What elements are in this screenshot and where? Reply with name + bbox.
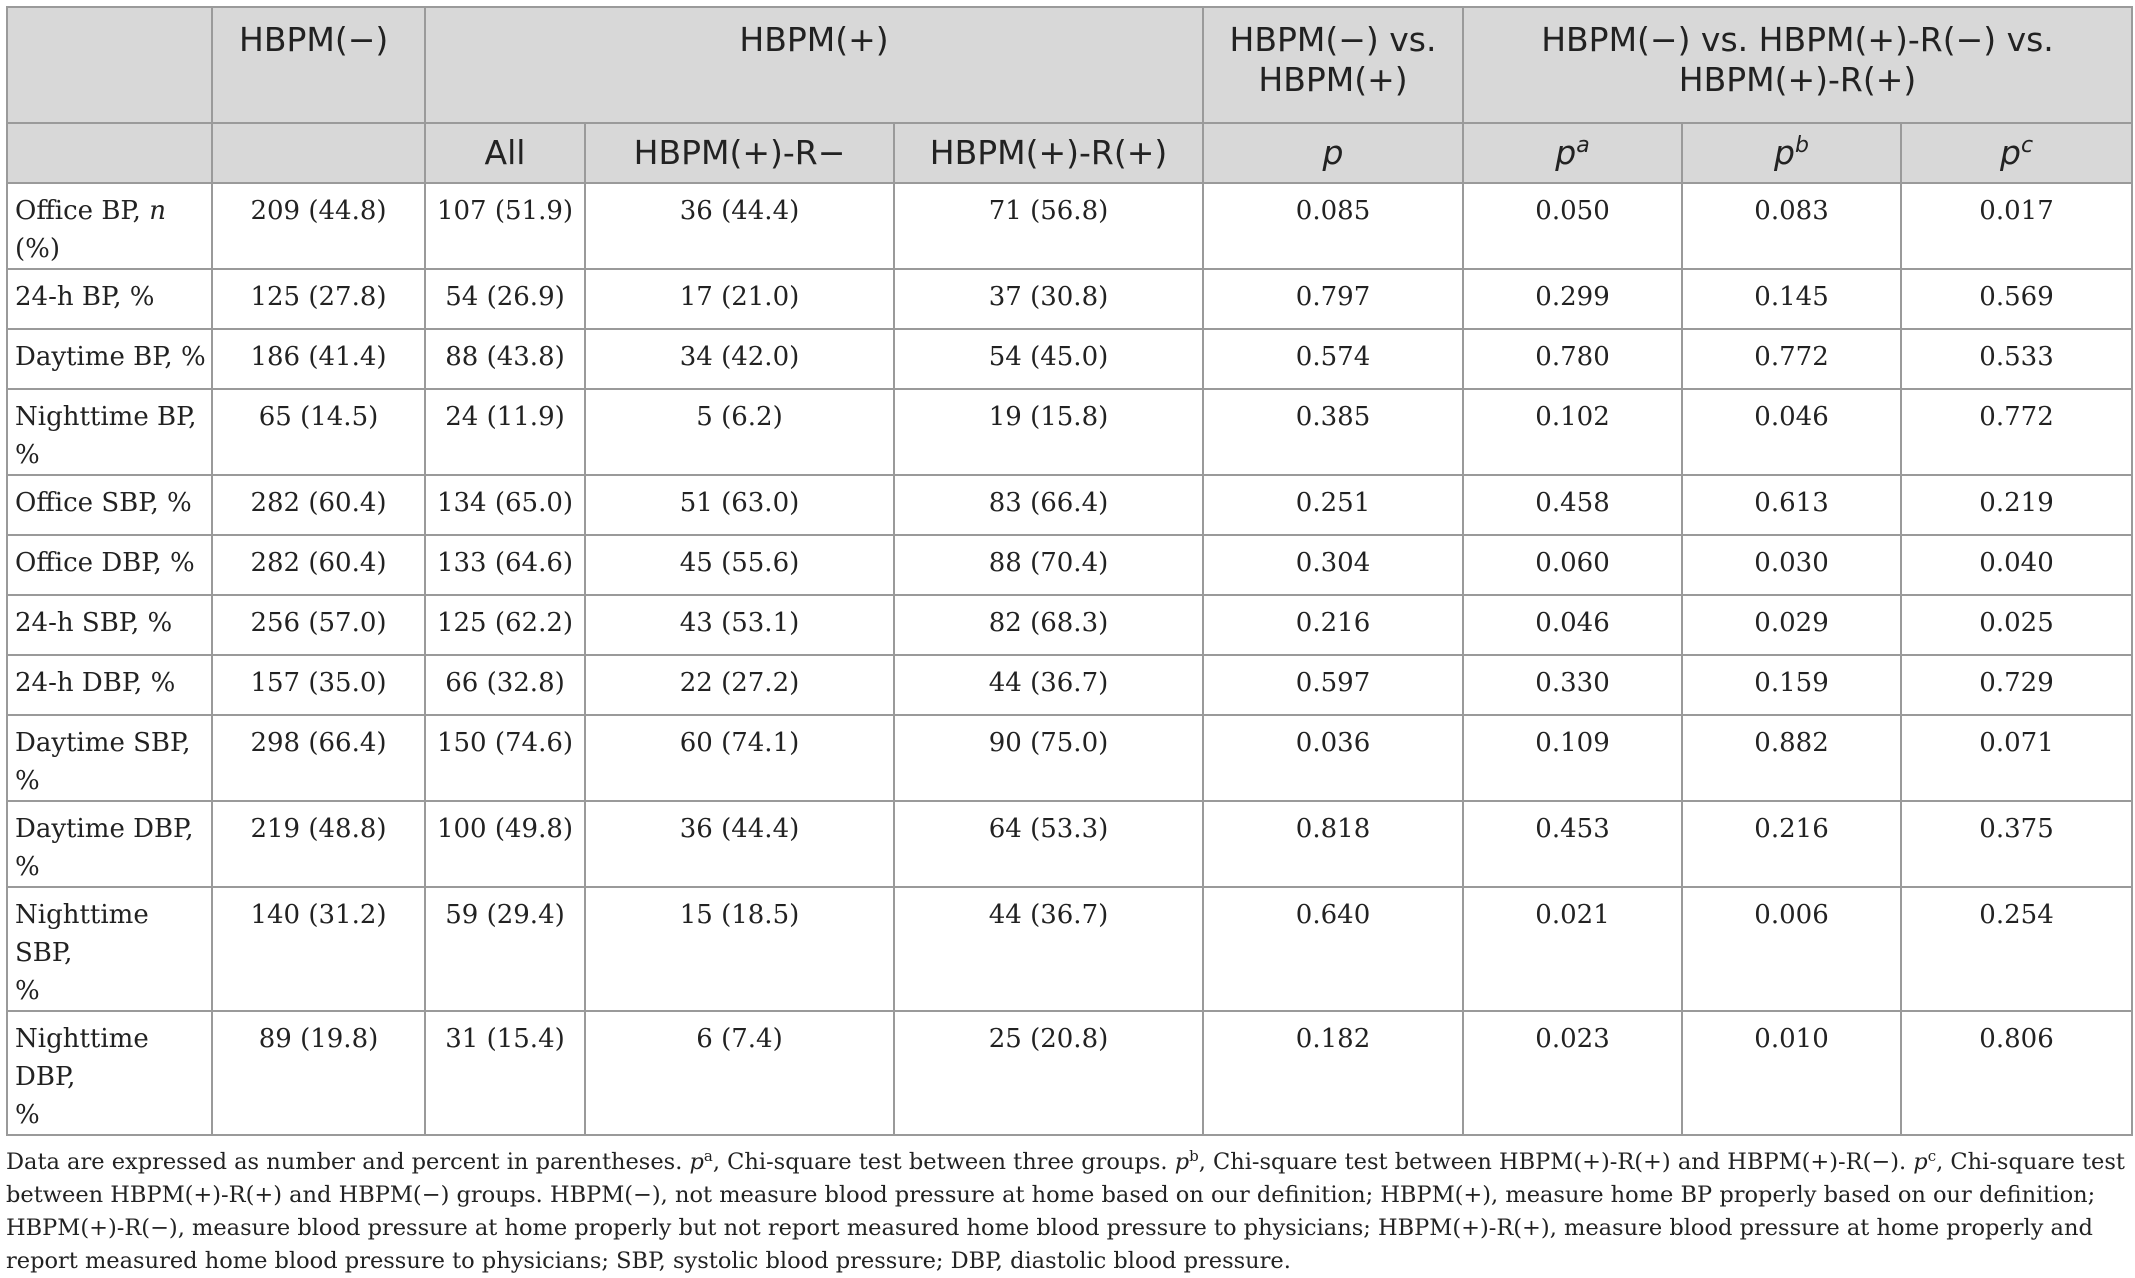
cell-pa: 0.050 [1463,183,1682,269]
header-cmp-three-groups: HBPM(−) vs. HBPM(+)-R(−) vs. HBPM(+)-R(+) [1463,7,2132,123]
cell-pa: 0.023 [1463,1011,1682,1135]
cell-pa: 0.330 [1463,655,1682,715]
footnote-pc-base: p [1913,1149,1928,1175]
cell-pa: 0.299 [1463,269,1682,329]
table-row [7,389,2132,475]
header-all: All [425,123,585,183]
row-label: 24-h SBP, % [7,595,212,655]
cell-all: 88 (43.8) [425,329,585,389]
cell-pb: 0.613 [1682,475,1901,535]
table-row [7,715,2132,801]
header-pa-sup: a [1576,133,1590,158]
cell-pc: 0.806 [1901,1011,2132,1135]
header-p: p [1203,123,1463,183]
cell-pb: 0.046 [1682,389,1901,475]
cell-hbpm-neg: 209 (44.8) [212,183,425,269]
cell-hbpm-neg: 65 (14.5) [212,389,425,475]
cell-pb: 0.030 [1682,535,1901,595]
cell-p: 0.597 [1203,655,1463,715]
row-label-text: Office BP, [15,196,150,226]
row-label-line-1: Nighttime SBP, [15,900,149,968]
cell-pc: 0.533 [1901,329,2132,389]
cell-all: 59 (29.4) [425,887,585,1011]
header-hbpm-pos: HBPM(+) [425,7,1203,123]
row-label-line-2: % [15,1100,40,1130]
cell-pb: 0.772 [1682,329,1901,389]
row-label [7,183,212,269]
cell-pb: 0.029 [1682,595,1901,655]
cell-hbpm-neg: 89 (19.8) [212,1011,425,1135]
cell-pb: 0.145 [1682,269,1901,329]
row-label [7,1011,212,1135]
footnote-pc-sup: c [1927,1147,1937,1165]
header-r-neg: HBPM(+)-R− [585,123,894,183]
cell-all: 31 (15.4) [425,1011,585,1135]
cell-all: 107 (51.9) [425,183,585,269]
row-label-line-2: % [15,976,40,1006]
cell-r-pos: 44 (36.7) [894,887,1203,1011]
cell-p: 0.574 [1203,329,1463,389]
cell-all: 125 (62.2) [425,595,585,655]
table-row [7,329,2132,389]
cell-r-pos: 82 (68.3) [894,595,1203,655]
cell-hbpm-neg: 219 (48.8) [212,801,425,887]
footnote-pa-base: p [689,1149,704,1175]
header-corner-2 [7,123,212,183]
row-label [7,887,212,1011]
cell-pb: 0.010 [1682,1011,1901,1135]
table-row [7,475,2132,535]
results-table [6,6,2133,1136]
cell-r-pos: 88 (70.4) [894,535,1203,595]
cell-r-pos: 83 (66.4) [894,475,1203,535]
cell-all: 133 (64.6) [425,535,585,595]
cell-pc: 0.254 [1901,887,2132,1011]
cell-r-neg: 6 (7.4) [585,1011,894,1135]
cell-p: 0.304 [1203,535,1463,595]
cell-hbpm-neg: 298 (66.4) [212,715,425,801]
header-pc-base: p [1999,133,2021,172]
header-pb-base: p [1774,133,1795,172]
table-row [7,655,2132,715]
cell-pa: 0.060 [1463,535,1682,595]
cell-pb: 0.159 [1682,655,1901,715]
cell-all: 134 (65.0) [425,475,585,535]
cell-r-pos: 19 (15.8) [894,389,1203,475]
cell-r-neg: 34 (42.0) [585,329,894,389]
cell-r-pos: 25 (20.8) [894,1011,1203,1135]
cell-p: 0.182 [1203,1011,1463,1135]
cell-p: 0.797 [1203,269,1463,329]
cell-pb: 0.882 [1682,715,1901,801]
header-cmp-two-groups: HBPM(−) vs. HBPM(+) [1203,7,1463,123]
header-pb-sup: b [1795,133,1809,158]
cell-r-pos: 44 (36.7) [894,655,1203,715]
cell-pc: 0.569 [1901,269,2132,329]
cell-hbpm-neg: 282 (60.4) [212,535,425,595]
header-pc [1901,123,2132,183]
table-row [7,887,2132,1011]
cell-pc: 0.017 [1901,183,2132,269]
cell-r-neg: 45 (55.6) [585,535,894,595]
cell-r-neg: 22 (27.2) [585,655,894,715]
cell-p: 0.385 [1203,389,1463,475]
cell-r-pos: 54 (45.0) [894,329,1203,389]
cell-r-neg: 36 (44.4) [585,183,894,269]
row-label: Daytime BP, % [7,329,212,389]
cell-hbpm-neg: 186 (41.4) [212,329,425,389]
cell-r-pos: 90 (75.0) [894,715,1203,801]
table-footnote [6,1146,2131,1278]
row-label-italic: n [149,196,166,226]
footnote-text-4: , Chi-square test between HBPM(+)-R(+) and HBPM(−) groups. HBPM(−), not measure blood pressure at home based on our definition; HBPM(+), measure home BP properly based on our definition; HBPM(+)-R(−), measure blood pressure at home properly but not report measured home blood pressure to physicians; HBPM(+)-R(+), measure blood pressure at home properly and report measured home blood pressure to physicians; SBP, systolic blood pressure; DBP, diastolic blood pressure. [6,1149,2125,1274]
cell-pb: 0.216 [1682,801,1901,887]
cell-r-pos: 37 (30.8) [894,269,1203,329]
header-hbpm-neg: HBPM(−) [212,7,425,123]
cell-hbpm-neg: 157 (35.0) [212,655,425,715]
cell-r-neg: 15 (18.5) [585,887,894,1011]
cell-all: 150 (74.6) [425,715,585,801]
cell-pc: 0.729 [1901,655,2132,715]
row-label-text-2: (%) [15,234,60,264]
footnote-text-1: Data are expressed as number and percent in parentheses. [6,1149,690,1175]
header-hbpm-neg-sub [212,123,425,183]
cell-pa: 0.046 [1463,595,1682,655]
table-container [6,6,2131,1278]
row-label: 24-h DBP, % [7,655,212,715]
cell-r-neg: 17 (21.0) [585,269,894,329]
header-pa-base: p [1555,133,1577,172]
cell-hbpm-neg: 125 (27.8) [212,269,425,329]
cell-r-neg: 43 (53.1) [585,595,894,655]
footnote-pb-base: p [1174,1149,1190,1175]
cell-all: 24 (11.9) [425,389,585,475]
cell-pc: 0.219 [1901,475,2132,535]
header-pb [1682,123,1901,183]
cell-pa: 0.453 [1463,801,1682,887]
cell-p: 0.036 [1203,715,1463,801]
cell-pc: 0.025 [1901,595,2132,655]
cell-pa: 0.021 [1463,887,1682,1011]
cell-r-neg: 60 (74.1) [585,715,894,801]
cell-pa: 0.458 [1463,475,1682,535]
table-row [7,595,2132,655]
cell-r-neg: 36 (44.4) [585,801,894,887]
table-row [7,269,2132,329]
header-pa [1463,123,1682,183]
cell-all: 54 (26.9) [425,269,585,329]
cell-pa: 0.780 [1463,329,1682,389]
footnote-pb-sup: b [1189,1147,1199,1165]
cell-r-pos: 71 (56.8) [894,183,1203,269]
cell-p: 0.818 [1203,801,1463,887]
row-label: 24-h BP, % [7,269,212,329]
cell-all: 66 (32.8) [425,655,585,715]
cell-all: 100 (49.8) [425,801,585,887]
header-pc-sup: c [2020,133,2034,158]
cell-p: 0.251 [1203,475,1463,535]
header-corner [7,7,212,123]
cell-pa: 0.109 [1463,715,1682,801]
row-label: Office DBP, % [7,535,212,595]
cell-p: 0.085 [1203,183,1463,269]
table-body [7,183,2132,1135]
cell-pb: 0.006 [1682,887,1901,1011]
cell-hbpm-neg: 256 (57.0) [212,595,425,655]
row-label-line-1: Nighttime DBP, [15,1024,149,1092]
cell-pa: 0.102 [1463,389,1682,475]
table-row [7,535,2132,595]
footnote-text-2: , Chi-square test between three groups. [712,1149,1175,1175]
row-label: Daytime SBP, % [7,715,212,801]
footnote-pa-sup: a [703,1147,713,1165]
row-label: Office SBP, % [7,475,212,535]
cell-p: 0.216 [1203,595,1463,655]
table-row [7,1011,2132,1135]
cell-hbpm-neg: 140 (31.2) [212,887,425,1011]
cell-p: 0.640 [1203,887,1463,1011]
table-header [7,7,2132,183]
cell-hbpm-neg: 282 (60.4) [212,475,425,535]
table-row [7,801,2132,887]
table-row [7,183,2132,269]
row-label: Nighttime BP, % [7,389,212,475]
cell-r-neg: 5 (6.2) [585,389,894,475]
cell-pc: 0.772 [1901,389,2132,475]
header-row-1 [7,7,2132,123]
cell-pc: 0.071 [1901,715,2132,801]
cell-pc: 0.040 [1901,535,2132,595]
header-row-2 [7,123,2132,183]
cell-pc: 0.375 [1901,801,2132,887]
header-r-pos: HBPM(+)-R(+) [894,123,1203,183]
footnote-text-3: , Chi-square test between HBPM(+)-R(+) and HBPM(+)-R(−). [1198,1149,1914,1175]
row-label: Daytime DBP, % [7,801,212,887]
cell-r-neg: 51 (63.0) [585,475,894,535]
cell-r-pos: 64 (53.3) [894,801,1203,887]
cell-pb: 0.083 [1682,183,1901,269]
